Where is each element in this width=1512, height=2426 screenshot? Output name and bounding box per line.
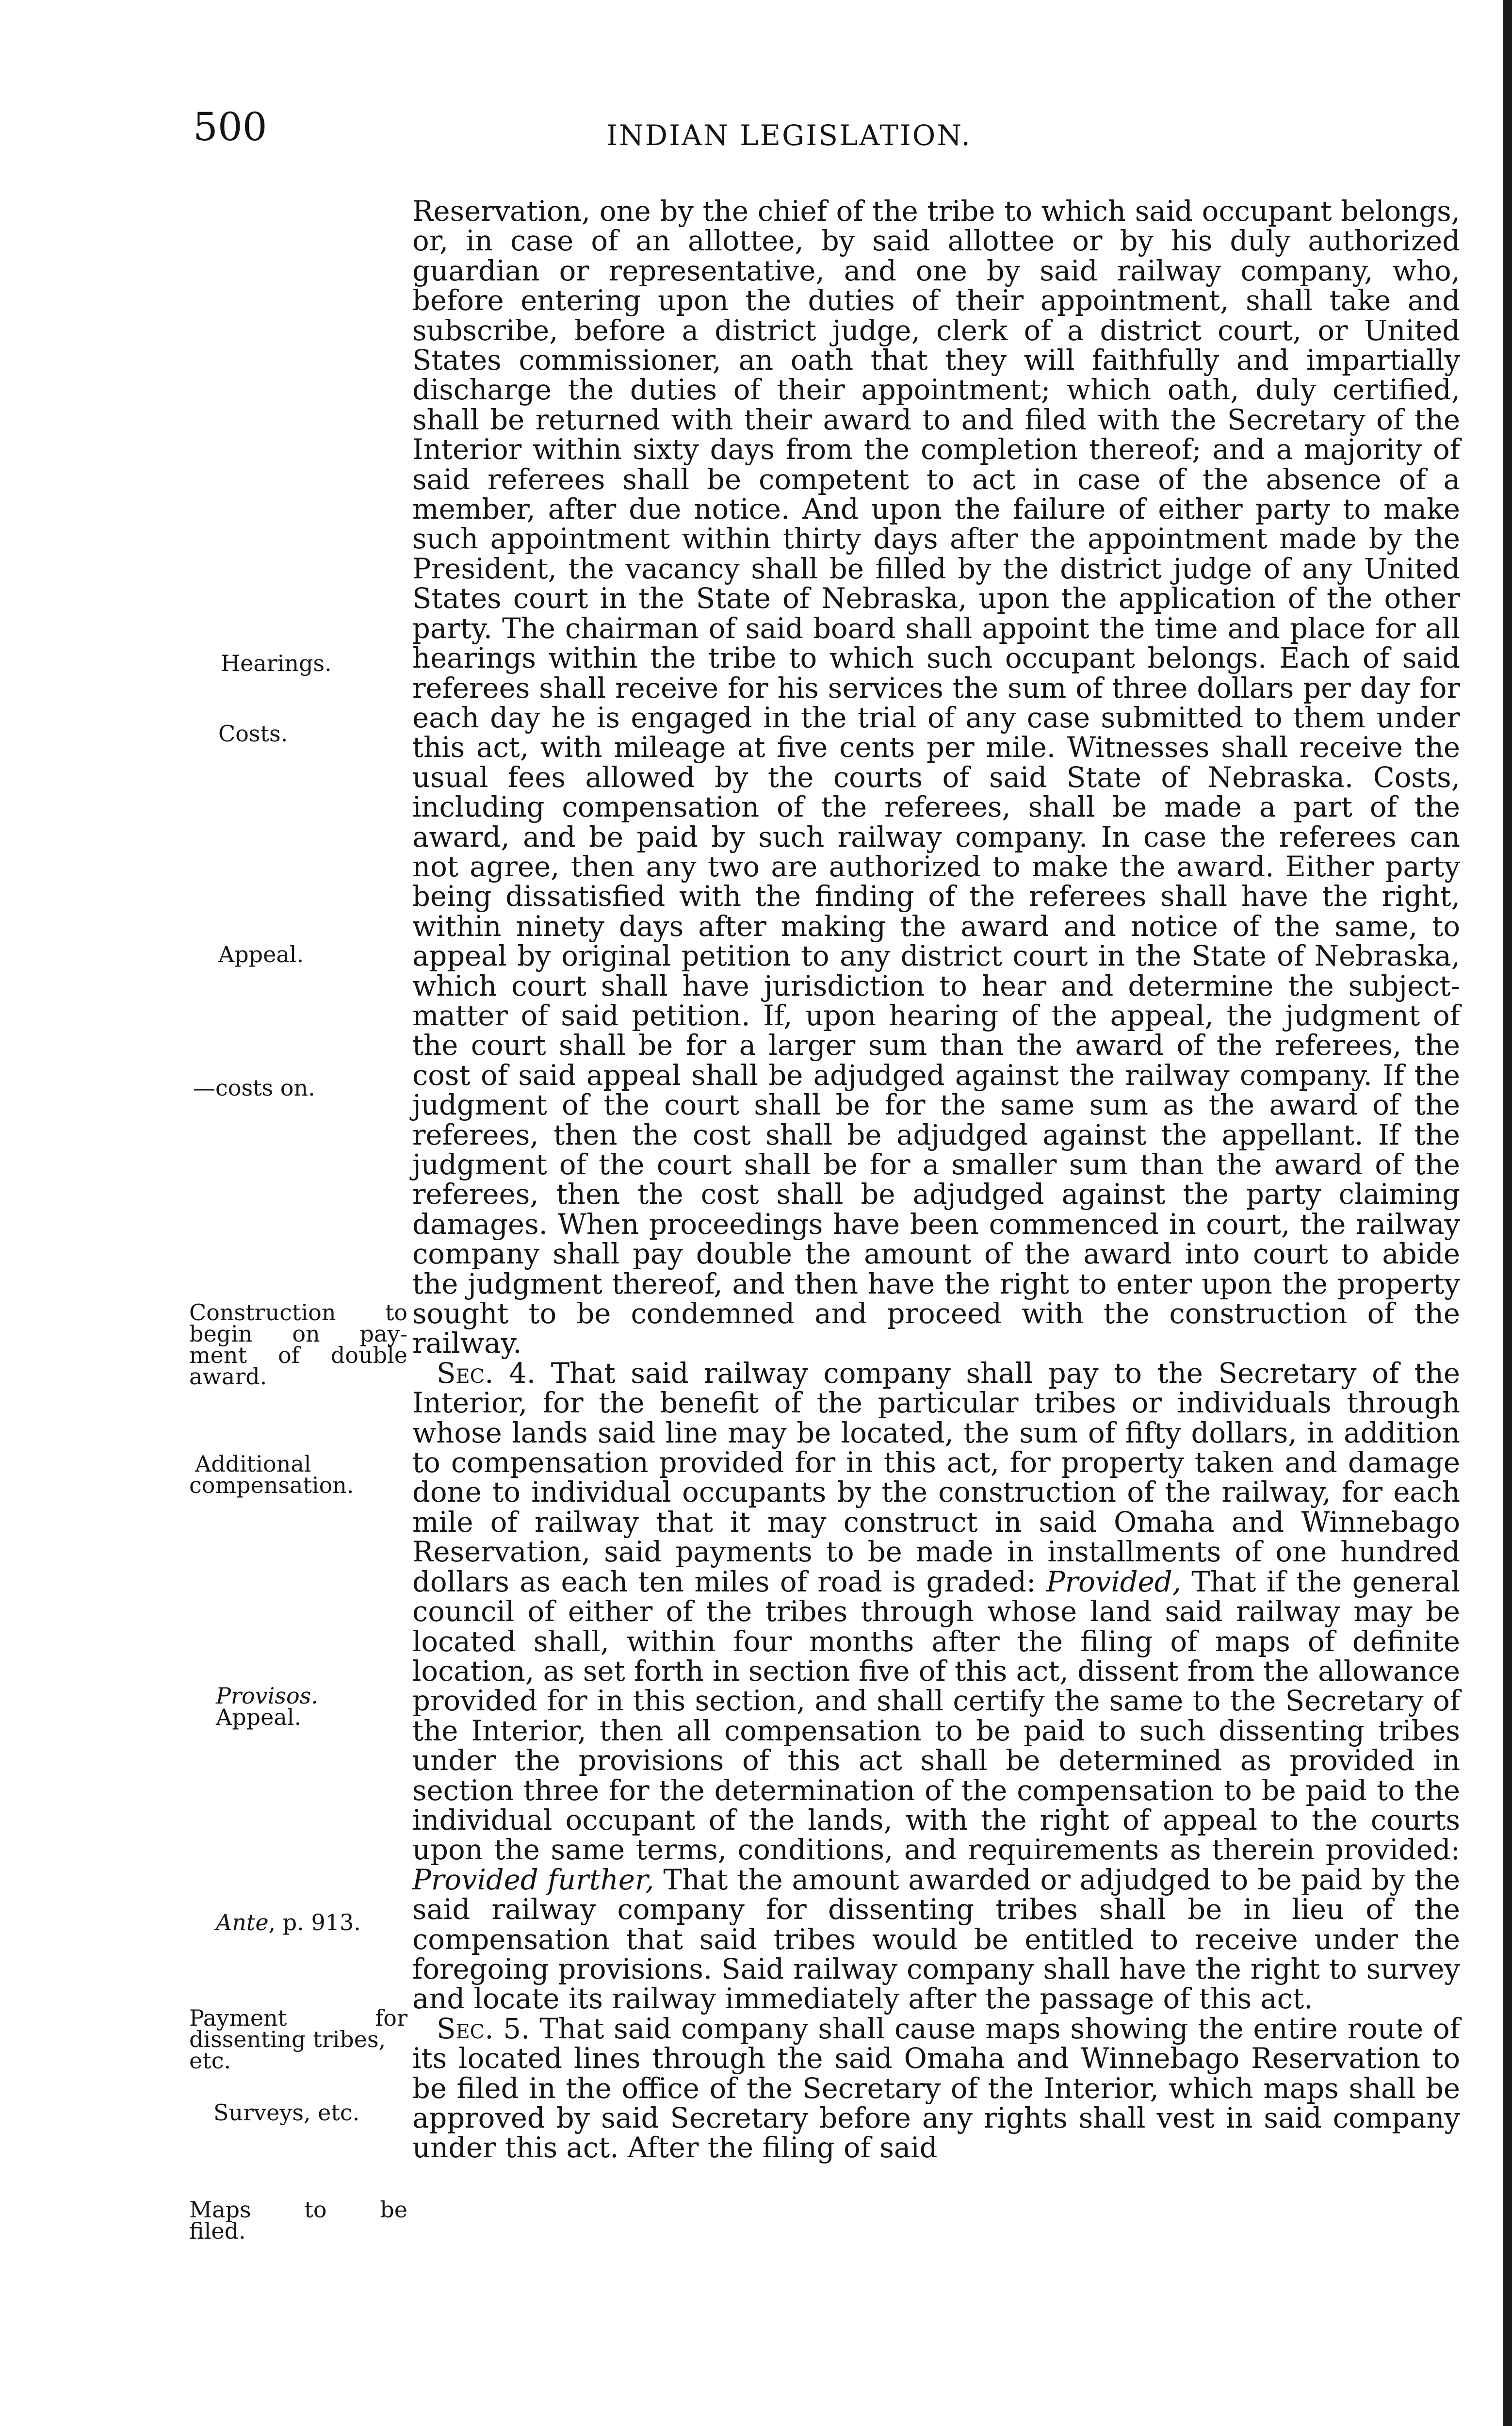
note-construction-line1: Construction to (189, 1299, 407, 1326)
note-provisos (216, 1685, 434, 1728)
section-4-text-3: That the amount awarded or adjudged to be paid by the said railway company for dissenting tribes shall be in lieu of the compensation that said tribes would be entitled to receive under the foregoing provisions. Said railway company shall have the right to survey and locate its railway immediately after the passage of this act. (412, 1863, 1460, 2016)
note-provisos-label: Provisos. (216, 1683, 318, 1709)
page-number: 500 (193, 104, 267, 149)
section-5-label: Sec. 5. (437, 2012, 530, 2045)
running-title: INDIAN LEGISLATION. (606, 119, 972, 152)
note-ante-italic: Ante (216, 1909, 269, 1935)
note-provisos-appeal: Appeal. (216, 1704, 302, 1730)
note-construction-line4: award. (189, 1363, 267, 1390)
section-4-provided: Provided, (1046, 1565, 1181, 1598)
note-ante-rest: , p. 913. (268, 1909, 361, 1935)
note-maps-line1: Maps to be (189, 2197, 407, 2223)
note-additional-line1: Additional (195, 1451, 311, 1477)
note-maps-line2: filed. (189, 2218, 246, 2244)
note-maps (189, 2199, 407, 2242)
note-construction-line3: ment of double (189, 1342, 407, 1368)
note-hearings: Hearings. (221, 650, 332, 676)
note-surveys: Surveys, etc. (213, 2099, 360, 2126)
note-payment (189, 2005, 407, 2074)
section-5-text: That said company shall cause maps showing the entire route of its located lines through the said Omaha and Winnebago Reservation to be filed in the office of the Secretary of the Interior, which maps shall be approved by said Secretary before any rights shall vest in said company under this act. After the filing of said (412, 2012, 1460, 2164)
note-construction-line2: begin on pay- (189, 1321, 407, 1347)
paragraph-section-3-cont: Reservation, one by the chief of the tribe to which said occupant belongs, or, in case of an allottee, by said allottee or by his duly authorized guardian or representative, and one by said railway company, who, before entering upon the duties of their appointment, shall take and subscribe, before a district judge, clerk of a district court, or United States commissioner, an oath that they will faithfully and impartially discharge the duties of their appointment; which oath, duly certified, shall be returned with their award to and filed with the Secretary of the Interior within sixty days from the completion thereof; and a majority of said referees shall be competent to act in case of the absence of a member, after due notice. And upon the failure of either party to make such appointment within thirty days after the appointment made by the President, the vacancy shall be filled by the district judge of any United States court in the State of Nebraska, upon the application of the other party. The chairman of said board shall appoint the time and place for all hearings within the tribe to which such occupant belongs. Each of said referees shall receive for his services the sum of three dollars per day for each day he is engaged in the trial of any case submitted to them under this act, with mileage at five cents per mile. Witnesses shall receive the usual fees allowed by the courts of said State of Nebraska. Costs, including compensation of the referees, shall be made a part of the award, and be paid by such railway company. In case the referees can not agree, then any two are authorized to make the award. Either party being dissatisfied with the finding of the referees shall have the right, within ninety days after making the award and notice of the same, to appeal by original petition to any district court in the State of Nebraska, which court shall have jurisdiction to hear and determine the subject-matter of said petition. If, upon hearing of the appeal, the judgment of the court shall be for a larger sum than the award of the referees, the cost of said appeal shall be adjudged against the railway company. If the judgment of the court shall be for the same sum as the award of the referees, then the cost shall be adjudged against the appellant. If the judgment of the court shall be for a smaller sum than the award of the referees, then the cost shall be adjudged against the party claiming damages. When proceedings have been commenced in court, the railway company shall pay double the amount of the award into court to abide the judgment thereof, and then have the right to enter upon the property sought to be condemned and proceed with the construction of the railway. (412, 195, 1460, 1360)
section-4-provided-further: Provided further, (412, 1863, 654, 1896)
paragraph-section-4 (412, 1359, 1460, 2014)
paragraph-section-5 (412, 2014, 1460, 2163)
section-4-text-2: That if the general council of either of the tribes through whose land said railway may be located shall, within four months after the filing of maps of definite location, as set forth in section five of this act, dissent from the allowance provided for in this section, and shall certify the same to the Secretary of the Interior, then all compensation to be paid to such dissenting tribes under the provisions of this act shall be determined as provided in section three for the determination of the compensation to be paid to the individual occupant of the lands, with the right of appeal to the courts upon the same terms, conditions, and requirements as therein provided: (412, 1565, 1460, 1867)
note-construction (189, 1299, 407, 1390)
note-payment-line3: etc. (189, 2048, 231, 2074)
section-4-text-1: That said railway company shall pay to the Secretary of the Interior, for the benefit of the particular tribes or individuals through whose lands said line may be located, the sum of fifty dollars, in addition to compensation provided for in this act, for property taken and damage done to individual occupants by the construction of the railway, for each mile of railway that it may construct in said Omaha and Winnebago Reservation, said payments to be made in installments of one hundred dollars as each ten miles of road is graded: (412, 1357, 1460, 1598)
note-costs-on: —costs on. (193, 1075, 315, 1101)
note-appeal: Appeal. (218, 941, 304, 967)
note-payment-line1: Payment for (189, 2005, 407, 2031)
note-additional-line2: compensation. (189, 1472, 354, 1498)
note-ante (216, 1909, 434, 1935)
note-payment-line2: dissenting tribes, (189, 2026, 386, 2052)
body-text (412, 197, 1460, 2163)
note-additional (189, 1453, 407, 1496)
note-costs: Costs. (218, 721, 288, 747)
section-4-label: Sec. 4. (437, 1357, 536, 1390)
